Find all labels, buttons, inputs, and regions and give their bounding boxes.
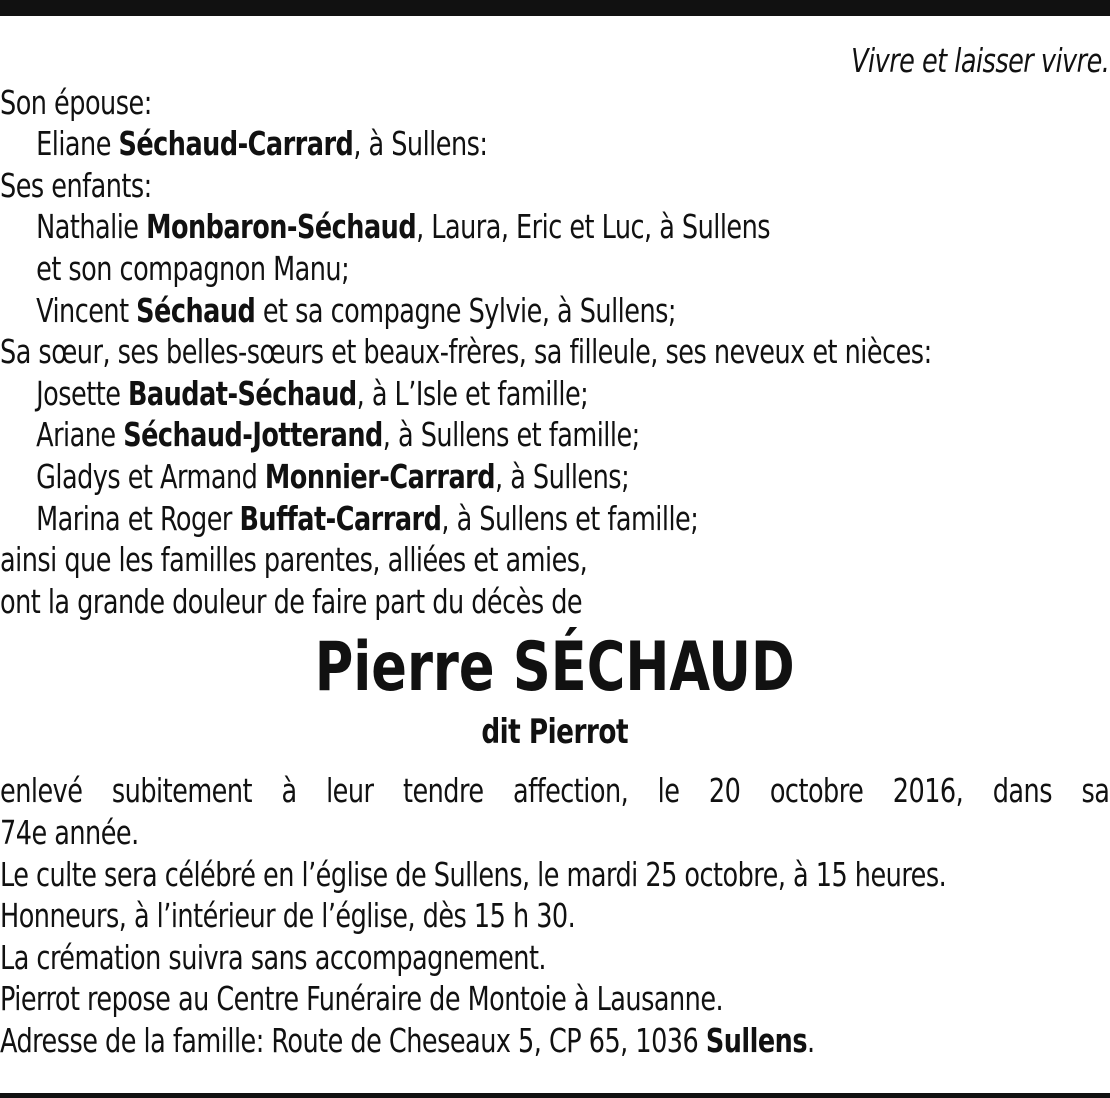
child2-surname: Séchaud — [136, 290, 256, 330]
top-rule — [0, 0, 1110, 16]
death-word: dans — [992, 771, 1052, 811]
death-word: sa — [1081, 771, 1110, 811]
sibling1-surname: Baudat-Séchaud — [127, 373, 357, 413]
bottom-rule — [0, 1093, 1110, 1098]
deceased-name: Pierre SÉCHAUD — [314, 628, 795, 708]
deceased-nickname: dit Pierrot — [481, 712, 629, 753]
death-word: 2016, — [892, 771, 964, 811]
motto: Vivre et laisser vivre. — [851, 41, 1110, 80]
death-notice — [0, 40, 1109, 1061]
sibling3-line: Gladys et Armand Monnier-Carrard, à Sullens; — [36, 456, 630, 496]
spouse-surname: Séchaud-Carrard — [118, 124, 354, 164]
death-line — [0, 770, 1109, 812]
sibling4-surname: Buffat-Carrard — [239, 498, 442, 538]
child1-line: Nathalie Monbaron-Séchaud, Laura, Eric et Luc, à Sullens — [36, 207, 771, 247]
sibling2-surname: Séchaud-Jotterand — [123, 415, 383, 455]
children-label: Ses enfants: — [0, 165, 152, 205]
death-word: subitement — [111, 771, 253, 811]
rest-line: Pierrot repose au Centre Funéraire de Montoie à Lausanne. — [0, 979, 724, 1019]
death-word: le — [657, 771, 680, 811]
sibling3-surname: Monnier-Carrard — [264, 456, 496, 496]
death-line-2: 74e année. — [0, 812, 139, 852]
child1-continuation: et son compagnon Manu; — [36, 248, 350, 288]
honours-line: Honneurs, à l’intérieur de l’église, dès 15 h 30. — [0, 896, 576, 936]
service-line: Le culte sera célébré en l’église de Sullens, le mardi 25 octobre, à 15 heures. — [0, 854, 947, 894]
death-word: à — [281, 771, 297, 811]
sibling1-line: Josette Baudat-Séchaud, à L’Isle et famille; — [36, 373, 589, 413]
death-word: enlevé — [0, 771, 83, 811]
address-line: Adresse de la famille: Route de Cheseaux 5, CP 65, 1036 Sullens. — [0, 1020, 815, 1060]
cremation-line: La crémation suivra sans accompagnement. — [0, 937, 547, 977]
death-word: tendre — [402, 771, 484, 811]
spouse-label: Son épouse: — [0, 82, 152, 122]
death-word: leur — [326, 771, 374, 811]
death-word: 20 — [708, 771, 741, 811]
spouse-line: Eliane Séchaud-Carrard, à Sullens: — [36, 124, 488, 164]
child2-line: Vincent Séchaud et sa compagne Sylvie, à Sullens; — [36, 290, 677, 330]
announce-line: ont la grande douleur de faire part du décès de — [0, 581, 583, 621]
death-word: octobre — [769, 771, 864, 811]
address-town: Sullens — [705, 1020, 808, 1060]
siblings-label: Sa sœur, ses belles-sœurs et beaux-frères, sa filleule, ses neveux et nièces: — [0, 332, 932, 372]
sibling4-line: Marina et Roger Buffat-Carrard, à Sullens et famille; — [36, 498, 699, 538]
death-word: affection, — [513, 771, 629, 811]
child1-surname: Monbaron-Séchaud — [146, 207, 417, 247]
others-line: ainsi que les familles parentes, alliées et amies, — [0, 540, 588, 580]
sibling2-line: Ariane Séchaud-Jotterand, à Sullens et famille; — [36, 415, 640, 455]
